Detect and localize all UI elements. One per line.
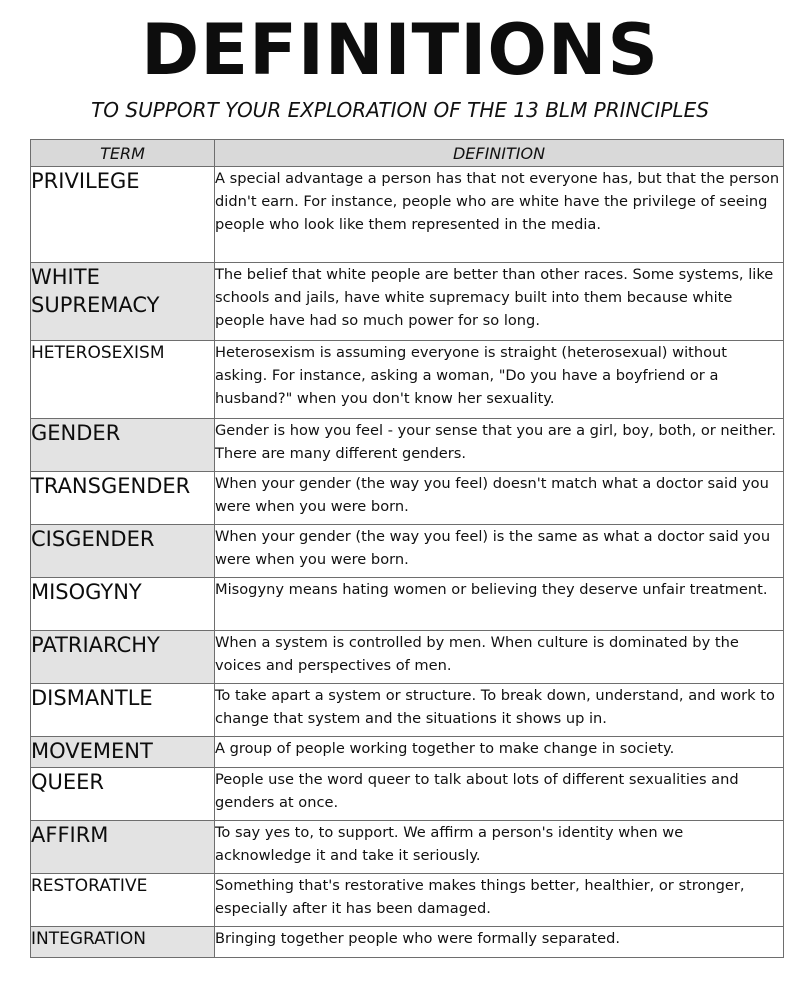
table-row <box>31 768 784 821</box>
definition-cell: To say yes to, to support. We affirm a person's identity when we acknowledge it and take it seriously. <box>215 821 784 874</box>
table-row <box>31 578 784 631</box>
table-row <box>31 737 784 768</box>
definition-cell: Bringing together people who were formally separated. <box>215 927 784 958</box>
term-cell: INTEGRATION <box>31 927 215 958</box>
term-cell: PRIVILEGE <box>31 167 215 263</box>
table-row <box>31 874 784 927</box>
definition-cell: When a system is controlled by men. When culture is dominated by the voices and perspectives of men. <box>215 631 784 684</box>
table-row <box>31 167 784 263</box>
term-cell: RESTORATIVE <box>31 874 215 927</box>
definition-column-header: DEFINITION <box>215 140 784 167</box>
term-cell: GENDER <box>31 419 215 472</box>
term-cell: MOVEMENT <box>31 737 215 768</box>
term-column-header: TERM <box>31 140 215 167</box>
definition-cell: Heterosexism is assuming everyone is straight (heterosexual) without asking. For instance, asking a woman, "Do you have a boyfriend or a husband?" when you don't know her sexuality. <box>215 341 784 419</box>
definition-cell: Gender is how you feel - your sense that you are a girl, boy, both, or neither. There are many different genders. <box>215 419 784 472</box>
definition-cell: When your gender (the way you feel) doesn't match what a doctor said you were when you were born. <box>215 472 784 525</box>
definition-cell: Misogyny means hating women or believing they deserve unfair treatment. <box>215 578 784 631</box>
definition-cell: To take apart a system or structure. To break down, understand, and work to change that system and the situations it shows up in. <box>215 684 784 737</box>
definition-cell: The belief that white people are better than other races. Some systems, like schools and jails, have white supremacy built into them because white people have had so much power for so long. <box>215 263 784 341</box>
term-cell: HETEROSEXISM <box>31 341 215 419</box>
definition-cell: Something that's restorative makes things better, healthier, or stronger, especially after it has been damaged. <box>215 874 784 927</box>
page-title: DEFINITIONS <box>141 9 659 91</box>
term-cell: DISMANTLE <box>31 684 215 737</box>
table-row <box>31 419 784 472</box>
table-row <box>31 263 784 341</box>
table-row <box>31 684 784 737</box>
definition-cell: People use the word queer to talk about lots of different sexualities and genders at once. <box>215 768 784 821</box>
term-cell: PATRIARCHY <box>31 631 215 684</box>
term-cell: AFFIRM <box>31 821 215 874</box>
table-header-row <box>31 140 784 167</box>
table-row <box>31 525 784 578</box>
term-cell: WHITE SUPREMACY <box>31 263 215 341</box>
definition-cell: A special advantage a person has that not everyone has, but that the person didn't earn. For instance, people who are white have the privilege of seeing people who look like them represented in the media. <box>215 167 784 263</box>
definition-cell: A group of people working together to make change in society. <box>215 737 784 768</box>
term-cell: QUEER <box>31 768 215 821</box>
table-row <box>31 821 784 874</box>
term-cell: TRANSGENDER <box>31 472 215 525</box>
table-row <box>31 472 784 525</box>
term-cell: MISOGYNY <box>31 578 215 631</box>
definitions-table <box>30 139 784 958</box>
term-cell: CISGENDER <box>31 525 215 578</box>
table-row <box>31 927 784 958</box>
table-row <box>31 631 784 684</box>
table-row <box>31 341 784 419</box>
page-subtitle: TO SUPPORT YOUR EXPLORATION OF THE 13 BLM PRINCIPLES <box>91 98 709 122</box>
definition-cell: When your gender (the way you feel) is the same as what a doctor said you were when you were born. <box>215 525 784 578</box>
